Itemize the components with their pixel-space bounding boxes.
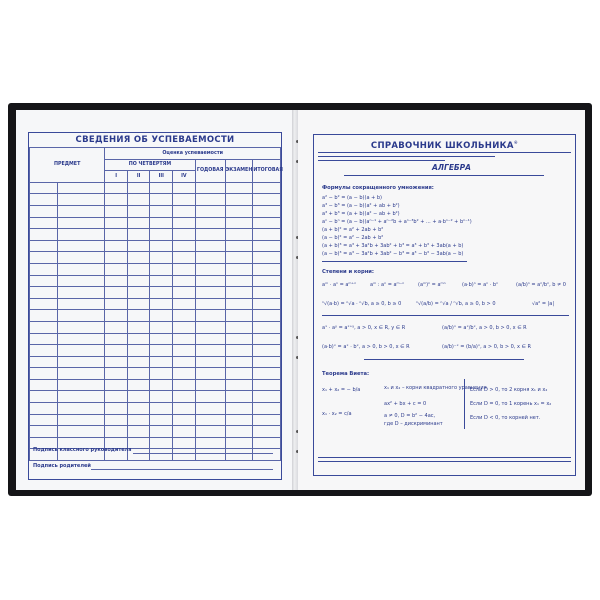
grade-cell bbox=[57, 263, 105, 275]
grade-cell bbox=[150, 287, 173, 299]
col-annual: ГОДОВАЯ bbox=[195, 159, 225, 182]
vieta-divider bbox=[464, 379, 465, 429]
grade-cell bbox=[105, 229, 128, 241]
grade-cell bbox=[195, 263, 225, 275]
grade-cell bbox=[127, 275, 150, 287]
grade-cell bbox=[150, 391, 173, 403]
grade-cell bbox=[127, 205, 150, 217]
grades-table-wrap bbox=[29, 147, 281, 461]
grade-row bbox=[30, 414, 281, 426]
grade-cell bbox=[173, 345, 196, 357]
grade-cell bbox=[30, 379, 58, 391]
roots-formula: ⁿ√(a/b) = ⁿ√a / ⁿ√b, a ≥ 0, b > 0 bbox=[416, 301, 496, 307]
quarter-4: IV bbox=[173, 171, 196, 183]
grade-cell bbox=[195, 298, 225, 310]
grade-cell bbox=[173, 356, 196, 368]
real-power-formula: aˣ · aʸ = aˣ⁺ʸ, a > 0, x ∈ R, y ∈ R bbox=[322, 325, 406, 331]
grade-cell bbox=[173, 310, 196, 322]
grade-cell bbox=[225, 205, 253, 217]
grade-cell bbox=[225, 368, 253, 380]
grade-cell bbox=[225, 310, 253, 322]
vieta-note: где D – дискриминант bbox=[384, 421, 443, 427]
grade-cell bbox=[225, 263, 253, 275]
grade-cell bbox=[150, 275, 173, 287]
powers-heading: Степени и корни: bbox=[322, 269, 374, 275]
grade-cell bbox=[127, 310, 150, 322]
grade-row bbox=[30, 333, 281, 345]
grade-cell bbox=[105, 356, 128, 368]
grade-cell bbox=[253, 263, 281, 275]
grade-cell bbox=[105, 333, 128, 345]
divider bbox=[322, 261, 467, 262]
grade-cell bbox=[253, 449, 281, 461]
signature-teacher-label: Подпись классного руководителя bbox=[33, 447, 132, 453]
grade-row bbox=[30, 298, 281, 310]
grade-cell bbox=[105, 379, 128, 391]
grade-cell bbox=[253, 379, 281, 391]
vieta-sum: x₁ + x₂ = − b/a bbox=[322, 387, 361, 393]
grade-cell bbox=[127, 182, 150, 194]
grade-cell bbox=[195, 379, 225, 391]
grade-cell bbox=[253, 275, 281, 287]
grade-cell bbox=[225, 229, 253, 241]
grade-cell bbox=[30, 321, 58, 333]
grades-frame bbox=[28, 132, 282, 480]
real-power-formula: (a·b)ˣ = aˣ · bˣ, a > 0, b > 0, x ∈ R bbox=[322, 344, 410, 350]
grade-row bbox=[30, 426, 281, 438]
grade-cell bbox=[253, 252, 281, 264]
grade-cell bbox=[127, 414, 150, 426]
grade-cell bbox=[105, 368, 128, 380]
grade-cell bbox=[127, 368, 150, 380]
grade-cell bbox=[195, 403, 225, 415]
divider bbox=[364, 359, 524, 360]
grade-cell bbox=[173, 298, 196, 310]
signature-teacher-line bbox=[133, 453, 273, 454]
grade-cell bbox=[150, 263, 173, 275]
grade-cell bbox=[150, 333, 173, 345]
grade-cell bbox=[173, 403, 196, 415]
grade-cell bbox=[173, 240, 196, 252]
grade-cell bbox=[57, 205, 105, 217]
grade-cell bbox=[225, 298, 253, 310]
grade-cell bbox=[127, 379, 150, 391]
grade-row bbox=[30, 217, 281, 229]
col-final: ИТОГОВАЯ bbox=[253, 159, 281, 182]
grade-cell bbox=[30, 356, 58, 368]
grade-cell bbox=[173, 194, 196, 206]
grade-cell bbox=[253, 356, 281, 368]
col-subject: ПРЕДМЕТ bbox=[30, 148, 105, 183]
grade-cell bbox=[253, 321, 281, 333]
grade-cell bbox=[253, 194, 281, 206]
grade-row bbox=[30, 229, 281, 241]
grade-cell bbox=[150, 321, 173, 333]
grade-cell bbox=[127, 298, 150, 310]
grade-cell bbox=[195, 345, 225, 357]
grade-cell bbox=[57, 217, 105, 229]
grade-row bbox=[30, 194, 281, 206]
grade-cell bbox=[173, 229, 196, 241]
grade-cell bbox=[150, 368, 173, 380]
grade-cell bbox=[57, 356, 105, 368]
grade-cell bbox=[225, 391, 253, 403]
grade-cell bbox=[225, 275, 253, 287]
vieta-heading: Теорема Виета: bbox=[322, 371, 370, 377]
grade-cell bbox=[195, 310, 225, 322]
grade-cell bbox=[57, 368, 105, 380]
grade-cell bbox=[57, 426, 105, 438]
grade-cell bbox=[150, 217, 173, 229]
reference-title-text: СПРАВОЧНИК ШКОЛЬНИКА bbox=[370, 140, 514, 151]
powers-formula: (aᵐ)ⁿ = aᵐⁿ bbox=[418, 282, 446, 288]
grade-cell bbox=[150, 414, 173, 426]
title-rule-thin bbox=[318, 160, 445, 161]
grade-cell bbox=[253, 310, 281, 322]
grade-cell bbox=[30, 275, 58, 287]
grade-row bbox=[30, 368, 281, 380]
grade-cell bbox=[105, 414, 128, 426]
grade-cell bbox=[173, 437, 196, 449]
grades-table bbox=[29, 147, 281, 461]
grade-cell bbox=[225, 345, 253, 357]
grade-cell bbox=[195, 182, 225, 194]
grade-cell bbox=[173, 263, 196, 275]
grade-row bbox=[30, 345, 281, 357]
grade-cell bbox=[30, 345, 58, 357]
grade-cell bbox=[127, 194, 150, 206]
grade-cell bbox=[150, 356, 173, 368]
grade-cell bbox=[57, 403, 105, 415]
grade-cell bbox=[30, 252, 58, 264]
roots-formula: √a² = |a| bbox=[532, 301, 555, 307]
grade-cell bbox=[225, 379, 253, 391]
grade-cell bbox=[173, 252, 196, 264]
grade-cell bbox=[150, 240, 173, 252]
bottom-rule bbox=[318, 457, 571, 458]
grade-cell bbox=[30, 426, 58, 438]
title-rule bbox=[318, 152, 571, 153]
grade-cell bbox=[173, 182, 196, 194]
grade-cell bbox=[105, 391, 128, 403]
grade-cell bbox=[57, 240, 105, 252]
abbrev-formula: aⁿ − bⁿ = (a − b)(aⁿ⁻¹ + aⁿ⁻²b + aⁿ⁻³b² + ... + a·bⁿ⁻² + bⁿ⁻¹) bbox=[322, 219, 472, 225]
vieta-note: a ≠ 0, D = b² − 4ac, bbox=[384, 413, 436, 419]
quarter-2: II bbox=[127, 171, 150, 183]
real-power-formula: (a/b)⁻ˣ = (b/a)ˣ, a > 0, b > 0, x ∈ R bbox=[442, 344, 531, 350]
powers-formula: (a·b)ⁿ = aⁿ · bⁿ bbox=[462, 282, 499, 288]
grade-cell bbox=[57, 321, 105, 333]
reference-title bbox=[314, 135, 575, 151]
grade-cell bbox=[30, 310, 58, 322]
grade-cell bbox=[105, 217, 128, 229]
grade-cell bbox=[253, 414, 281, 426]
powers-formula: (a/b)ⁿ = aⁿ/bⁿ, b ≠ 0 bbox=[516, 282, 566, 288]
grade-cell bbox=[30, 414, 58, 426]
grades-title: СВЕДЕНИЯ ОБ УСПЕВАЕМОСТИ bbox=[29, 133, 281, 148]
grade-cell bbox=[127, 321, 150, 333]
grades-rows bbox=[30, 182, 281, 460]
grade-cell bbox=[127, 240, 150, 252]
grade-cell bbox=[173, 414, 196, 426]
grade-cell bbox=[195, 426, 225, 438]
abbrev-formula: a³ − b³ = (a − b)(a² + ab + b²) bbox=[322, 203, 400, 209]
grade-cell bbox=[253, 333, 281, 345]
grade-cell bbox=[127, 333, 150, 345]
grade-cell bbox=[127, 403, 150, 415]
powers-formula: aᵐ · aⁿ = aᵐ⁺ⁿ bbox=[322, 282, 357, 288]
grade-cell bbox=[150, 252, 173, 264]
grade-cell bbox=[253, 345, 281, 357]
vieta-note: ax² + bx + c = 0 bbox=[384, 401, 427, 407]
grade-cell bbox=[127, 263, 150, 275]
grade-cell bbox=[30, 298, 58, 310]
grade-row bbox=[30, 287, 281, 299]
grade-cell bbox=[173, 368, 196, 380]
grade-cell bbox=[30, 263, 58, 275]
grade-cell bbox=[150, 205, 173, 217]
grade-cell bbox=[150, 182, 173, 194]
discriminant-case: Если D = 0, то 1 корень x₁ = x₂ bbox=[470, 401, 552, 407]
signature-parents-line bbox=[91, 469, 273, 470]
vieta-note: x₁ и x₂ – корни квадратного уравнения bbox=[384, 385, 487, 391]
grade-cell bbox=[127, 426, 150, 438]
grade-cell bbox=[127, 217, 150, 229]
grade-cell bbox=[173, 287, 196, 299]
grade-cell bbox=[173, 205, 196, 217]
grade-cell bbox=[150, 379, 173, 391]
bottom-rule bbox=[318, 461, 571, 462]
grade-row bbox=[30, 356, 281, 368]
grade-cell bbox=[30, 194, 58, 206]
grade-cell bbox=[127, 229, 150, 241]
grade-cell bbox=[150, 298, 173, 310]
grade-row bbox=[30, 310, 281, 322]
abbrev-formula: a² − b² = (a − b)(a + b) bbox=[322, 195, 382, 201]
grade-row bbox=[30, 379, 281, 391]
grade-cell bbox=[253, 437, 281, 449]
real-power-formula: (a/b)ˣ = aˣ/bˣ, a > 0, b > 0, x ∈ R bbox=[442, 325, 527, 331]
grade-cell bbox=[195, 217, 225, 229]
grade-cell bbox=[57, 379, 105, 391]
grade-cell bbox=[127, 345, 150, 357]
grade-cell bbox=[253, 240, 281, 252]
grade-cell bbox=[150, 310, 173, 322]
grade-cell bbox=[253, 368, 281, 380]
abbrev-heading: Формулы сокращенного умножения: bbox=[322, 185, 434, 191]
grade-cell bbox=[173, 379, 196, 391]
grade-row bbox=[30, 205, 281, 217]
abbrev-formula: (a + b)³ = a³ + 3a²b + 3ab² + b³ = a³ + b³ + 3ab(a + b) bbox=[322, 243, 464, 249]
grade-cell bbox=[253, 391, 281, 403]
grade-cell bbox=[57, 229, 105, 241]
grade-cell bbox=[150, 229, 173, 241]
vieta-product: x₁ · x₂ = c/a bbox=[322, 411, 352, 417]
grade-cell bbox=[30, 391, 58, 403]
section-algebra: АЛГЕБРА bbox=[432, 163, 471, 172]
grade-cell bbox=[30, 229, 58, 241]
grade-cell bbox=[173, 426, 196, 438]
grade-cell bbox=[195, 449, 225, 461]
grade-cell bbox=[105, 275, 128, 287]
grade-cell bbox=[150, 437, 173, 449]
grade-cell bbox=[173, 333, 196, 345]
grade-cell bbox=[57, 414, 105, 426]
grade-cell bbox=[105, 182, 128, 194]
grade-cell bbox=[253, 403, 281, 415]
grade-row bbox=[30, 263, 281, 275]
grade-cell bbox=[195, 275, 225, 287]
col-exam: ЭКЗАМЕН bbox=[225, 159, 253, 182]
grade-row bbox=[30, 275, 281, 287]
grade-cell bbox=[195, 321, 225, 333]
grade-cell bbox=[195, 333, 225, 345]
grade-cell bbox=[57, 391, 105, 403]
grade-cell bbox=[105, 240, 128, 252]
grade-row bbox=[30, 252, 281, 264]
grade-cell bbox=[195, 368, 225, 380]
grade-cell bbox=[225, 194, 253, 206]
grade-cell bbox=[127, 252, 150, 264]
grade-cell bbox=[253, 298, 281, 310]
grade-cell bbox=[30, 205, 58, 217]
abbrev-formula: (a − b)² = a² − 2ab + b² bbox=[322, 235, 384, 241]
grade-cell bbox=[57, 333, 105, 345]
divider bbox=[322, 315, 569, 316]
grade-cell bbox=[105, 310, 128, 322]
grade-cell bbox=[195, 287, 225, 299]
grade-cell bbox=[253, 182, 281, 194]
quarter-1: I bbox=[105, 171, 128, 183]
grade-cell bbox=[30, 217, 58, 229]
quarter-3: III bbox=[150, 171, 173, 183]
grade-cell bbox=[105, 205, 128, 217]
grade-cell bbox=[57, 275, 105, 287]
grade-cell bbox=[150, 345, 173, 357]
grade-cell bbox=[225, 437, 253, 449]
grade-cell bbox=[225, 217, 253, 229]
grade-cell bbox=[105, 298, 128, 310]
grade-cell bbox=[225, 252, 253, 264]
grade-cell bbox=[225, 321, 253, 333]
grade-cell bbox=[195, 240, 225, 252]
grade-cell bbox=[105, 345, 128, 357]
grade-row bbox=[30, 403, 281, 415]
grade-cell bbox=[195, 229, 225, 241]
grade-cell bbox=[225, 356, 253, 368]
grade-cell bbox=[225, 403, 253, 415]
abbrev-formula: (a + b)² = a² + 2ab + b² bbox=[322, 227, 384, 233]
grade-cell bbox=[195, 252, 225, 264]
col-quarters: ПО ЧЕТВЕРТЯМ bbox=[105, 159, 195, 171]
grade-cell bbox=[105, 252, 128, 264]
grade-row bbox=[30, 391, 281, 403]
grade-cell bbox=[30, 403, 58, 415]
title-rule-thin bbox=[318, 156, 495, 157]
grade-cell bbox=[253, 217, 281, 229]
grade-cell bbox=[57, 252, 105, 264]
roots-formula: ⁿ√(a·b) = ⁿ√a · ⁿ√b, a ≥ 0, b ≥ 0 bbox=[322, 301, 402, 307]
section-underline bbox=[344, 175, 544, 176]
grade-cell bbox=[195, 194, 225, 206]
grade-cell bbox=[225, 426, 253, 438]
grade-cell bbox=[57, 182, 105, 194]
powers-formula: aᵐ : aⁿ = aᵐ⁻ⁿ bbox=[370, 282, 405, 288]
grade-cell bbox=[225, 287, 253, 299]
abbrev-formula: (a − b)³ = a³ − 3a²b + 3ab² − b³ = a³ − b³ − 3ab(a − b) bbox=[322, 251, 464, 257]
grade-cell bbox=[30, 182, 58, 194]
grade-cell bbox=[195, 356, 225, 368]
grade-row bbox=[30, 240, 281, 252]
col-grades: Оценка успеваемости bbox=[105, 148, 281, 160]
grade-cell bbox=[173, 391, 196, 403]
grade-cell bbox=[253, 229, 281, 241]
grade-cell bbox=[105, 321, 128, 333]
grade-cell bbox=[253, 426, 281, 438]
grade-row bbox=[30, 182, 281, 194]
grade-cell bbox=[57, 310, 105, 322]
reference-frame bbox=[313, 134, 576, 476]
grade-cell bbox=[57, 345, 105, 357]
discriminant-case: Если D < 0, то корней нет. bbox=[470, 415, 541, 421]
abbrev-formula: a³ + b³ = (a + b)(a² − ab + b²) bbox=[322, 211, 400, 217]
grade-cell bbox=[225, 449, 253, 461]
grade-cell bbox=[195, 437, 225, 449]
right-page bbox=[298, 110, 585, 490]
grade-cell bbox=[57, 298, 105, 310]
grade-cell bbox=[195, 205, 225, 217]
grade-cell bbox=[30, 287, 58, 299]
left-page bbox=[16, 110, 292, 490]
grade-cell bbox=[57, 194, 105, 206]
grade-cell bbox=[127, 391, 150, 403]
signature-parents-label: Подпись родителей bbox=[33, 463, 91, 469]
grade-cell bbox=[225, 333, 253, 345]
grade-cell bbox=[173, 321, 196, 333]
grade-cell bbox=[173, 217, 196, 229]
grade-cell bbox=[225, 240, 253, 252]
grade-cell bbox=[173, 275, 196, 287]
grade-cell bbox=[105, 263, 128, 275]
grade-cell bbox=[225, 182, 253, 194]
grade-cell bbox=[195, 391, 225, 403]
discriminant-case: Если D > 0, то 2 корня x₁ и x₂ bbox=[470, 387, 548, 393]
grade-cell bbox=[127, 356, 150, 368]
grade-cell bbox=[225, 414, 253, 426]
grade-cell bbox=[127, 287, 150, 299]
grade-cell bbox=[30, 240, 58, 252]
grade-cell bbox=[195, 414, 225, 426]
grade-cell bbox=[150, 449, 173, 461]
grade-cell bbox=[253, 205, 281, 217]
grade-cell bbox=[30, 368, 58, 380]
grade-cell bbox=[105, 194, 128, 206]
grade-cell bbox=[105, 403, 128, 415]
grade-cell bbox=[150, 426, 173, 438]
grade-row bbox=[30, 321, 281, 333]
grade-cell bbox=[173, 449, 196, 461]
registered-mark: ® bbox=[513, 140, 519, 145]
grade-cell bbox=[105, 287, 128, 299]
grade-cell bbox=[150, 194, 173, 206]
grade-cell bbox=[105, 426, 128, 438]
grade-cell bbox=[253, 287, 281, 299]
grade-cell bbox=[57, 287, 105, 299]
grade-cell bbox=[30, 333, 58, 345]
grade-cell bbox=[150, 403, 173, 415]
